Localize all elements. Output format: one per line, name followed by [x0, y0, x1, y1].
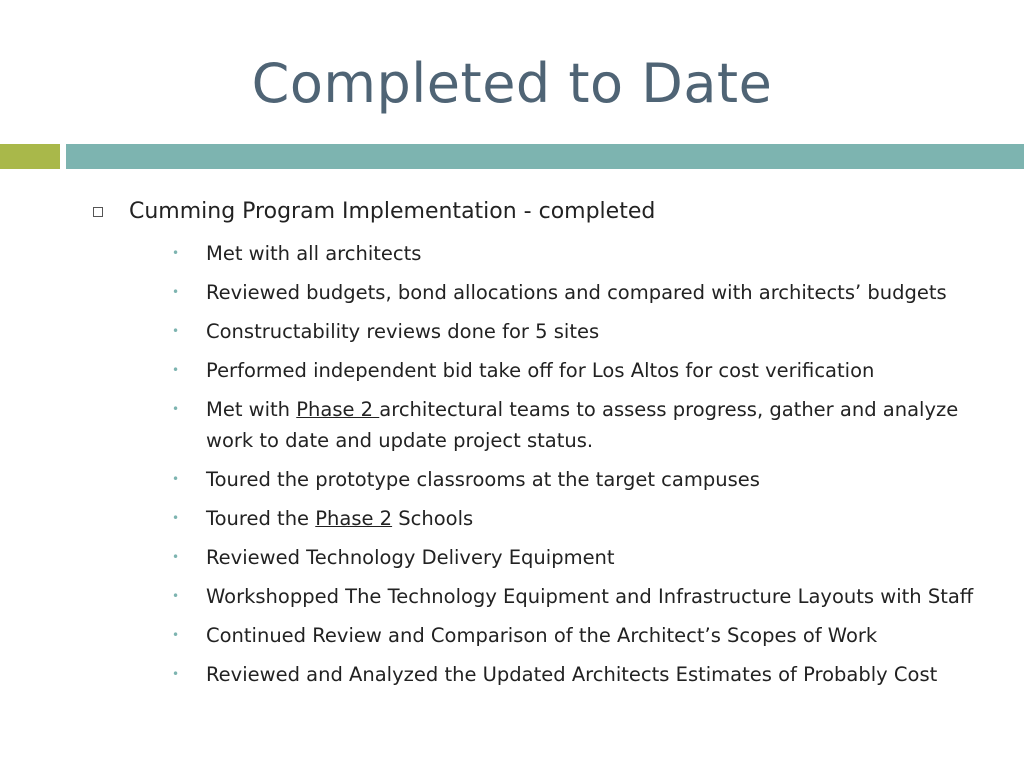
- bullet-dot-icon: •: [172, 324, 180, 338]
- accent-bar-right: [66, 144, 1024, 169]
- list-item-text: Met with all architects: [206, 242, 422, 265]
- bullet-dot-icon: •: [172, 511, 180, 525]
- list-item: [0, 394, 959, 456]
- list-item: [0, 581, 974, 612]
- list-item: [0, 503, 818, 534]
- phase-2-link[interactable]: Phase 2: [315, 507, 393, 530]
- list-item-text: Met with: [206, 398, 297, 421]
- slide-title: Completed to Date: [251, 52, 773, 115]
- bullet-dot-icon: •: [172, 667, 180, 681]
- list-item: [0, 238, 818, 269]
- bullet-dot-icon: •: [172, 589, 180, 603]
- list-item-text: Continued Review and Comparison of the Architect’s Scopes of Work: [206, 624, 878, 647]
- main-bullet-text: Cumming Program Implementation - completed: [129, 199, 656, 224]
- list-item-text: Toured the: [206, 507, 316, 530]
- list-item-text: Reviewed budgets, bond allocations and compared with architects’ budgets: [206, 281, 947, 304]
- list-item: [0, 542, 818, 573]
- square-bullet-icon: [93, 207, 103, 217]
- list-item: [0, 277, 947, 308]
- phase-2-link[interactable]: Phase 2: [296, 398, 380, 421]
- list-item: [0, 659, 938, 690]
- bullet-dot-icon: •: [172, 472, 180, 486]
- list-item-text: Reviewed and Analyzed the Updated Architects Estimates of Probably Cost: [206, 663, 938, 686]
- list-item-text: Performed independent bid take off for Los Altos for cost verification: [206, 359, 875, 382]
- list-item: [0, 355, 875, 386]
- list-item-text-continued: work to date and update project status.: [206, 429, 594, 452]
- accent-bar-left: [0, 144, 60, 169]
- list-item-text: Schools: [392, 507, 474, 530]
- list-item-text: Reviewed Technology Delivery Equipment: [206, 546, 615, 569]
- list-item-text: architectural teams to assess progress, gather and analyze: [379, 398, 959, 421]
- bullet-dot-icon: •: [172, 363, 180, 377]
- bullet-dot-icon: •: [172, 246, 180, 260]
- list-item: [0, 316, 818, 347]
- list-item-text: Workshopped The Technology Equipment and Infrastructure Layouts with Staff: [206, 585, 974, 608]
- list-item-text: Constructability reviews done for 5 sites: [206, 320, 600, 343]
- bullet-dot-icon: •: [172, 285, 180, 299]
- sub-bullet-list: [0, 238, 1024, 698]
- list-item: [0, 464, 818, 495]
- list-item: [0, 620, 878, 651]
- list-item-text: Toured the prototype classrooms at the target campuses: [206, 468, 760, 491]
- bullet-dot-icon: •: [172, 402, 180, 416]
- bullet-dot-icon: •: [172, 628, 180, 642]
- bullet-dot-icon: •: [172, 550, 180, 564]
